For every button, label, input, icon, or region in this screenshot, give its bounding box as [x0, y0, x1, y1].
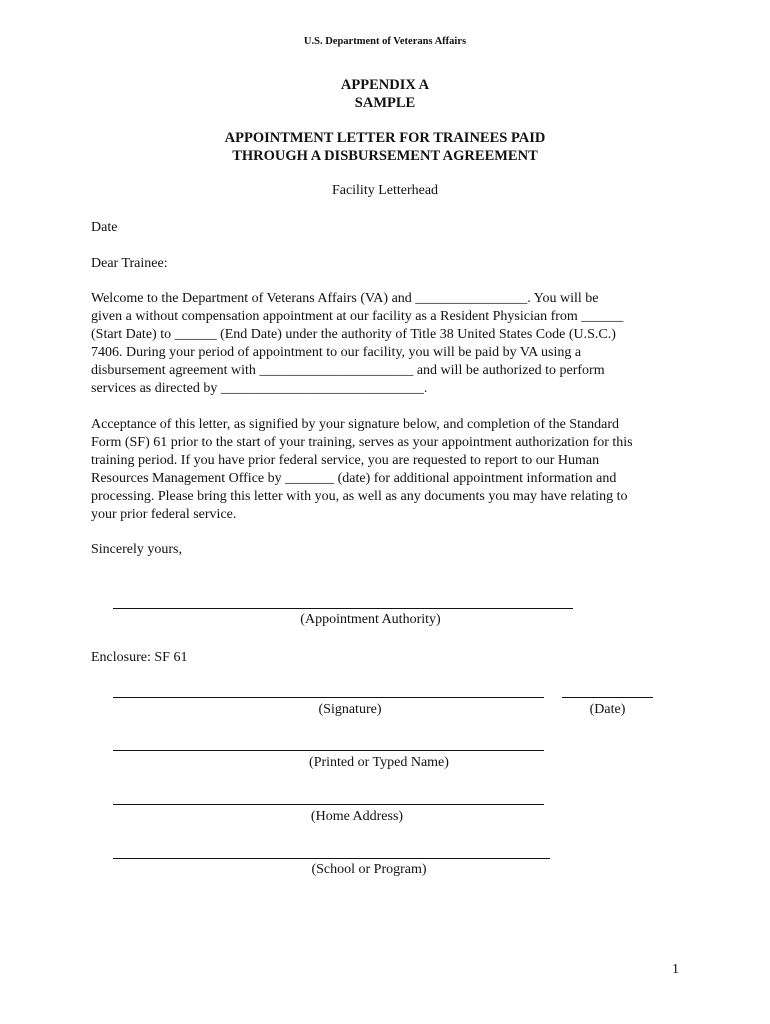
appointment-authority-caption: (Appointment Authority): [300, 612, 441, 627]
paragraph-line: Welcome to the Department of Veterans Affairs (VA) and ________________. You will be: [91, 291, 599, 306]
letter-title: [0, 129, 770, 165]
school-line: [113, 858, 550, 859]
home-address-line: [113, 804, 544, 805]
signature-line: [113, 697, 544, 698]
paragraph-welcome: [91, 290, 681, 398]
letter-title-line-2: THROUGH A DISBURSEMENT AGREEMENT: [232, 148, 538, 164]
paragraph-line: Acceptance of this letter, as signified by your signature below, and completion of the Standard: [91, 417, 620, 432]
paragraph-line: Form (SF) 61 prior to the start of your training, serves as your appointment authorization for this: [91, 435, 633, 450]
school-caption: (School or Program): [311, 862, 427, 877]
date-caption: (Date): [589, 702, 626, 717]
paragraph-line: Resources Management Office by _______ (date) for additional appointment information and: [91, 471, 617, 486]
paragraph-line: processing. Please bring this letter with you, as well as any documents you may have relating to: [91, 489, 628, 504]
closing: Sincerely yours,: [91, 542, 182, 557]
paragraph-line: given a without compensation appointment at our facility as a Resident Physician from ______: [91, 309, 624, 324]
date-label: Date: [91, 220, 118, 235]
salutation: Dear Trainee:: [91, 256, 168, 271]
date-line: [562, 697, 653, 698]
enclosure: Enclosure: SF 61: [91, 650, 188, 665]
printed-name-caption: (Printed or Typed Name): [309, 755, 449, 770]
page-number: 1: [672, 962, 679, 977]
paragraph-acceptance: [91, 416, 681, 524]
paragraph-line: disbursement agreement with ______________________ and will be authorized to perform: [91, 363, 605, 378]
appendix-title: [0, 76, 770, 112]
paragraph-line: (Start Date) to ______ (End Date) under the authority of Title 38 United States Code (U.S.C.): [91, 327, 616, 342]
paragraph-line: 7406. During your period of appointment to our facility, you will be paid by VA using a: [91, 345, 582, 360]
printed-name-line: [113, 750, 544, 751]
appointment-authority-line: [113, 608, 573, 609]
facility-letterhead: Facility Letterhead: [331, 183, 439, 198]
paragraph-line: training period. If you have prior federal service, you are requested to report to our Human: [91, 453, 600, 468]
signature-caption: (Signature): [318, 702, 382, 717]
agency-header: U.S. Department of Veterans Affairs: [303, 36, 467, 47]
letter-title-line-1: APPOINTMENT LETTER FOR TRAINEES PAID: [224, 130, 546, 146]
paragraph-line: your prior federal service.: [91, 507, 237, 522]
paragraph-line: services as directed by _____________________________.: [91, 381, 428, 396]
home-address-caption: (Home Address): [310, 809, 404, 824]
sample-label: SAMPLE: [354, 95, 416, 111]
appendix-label: APPENDIX A: [340, 77, 430, 93]
